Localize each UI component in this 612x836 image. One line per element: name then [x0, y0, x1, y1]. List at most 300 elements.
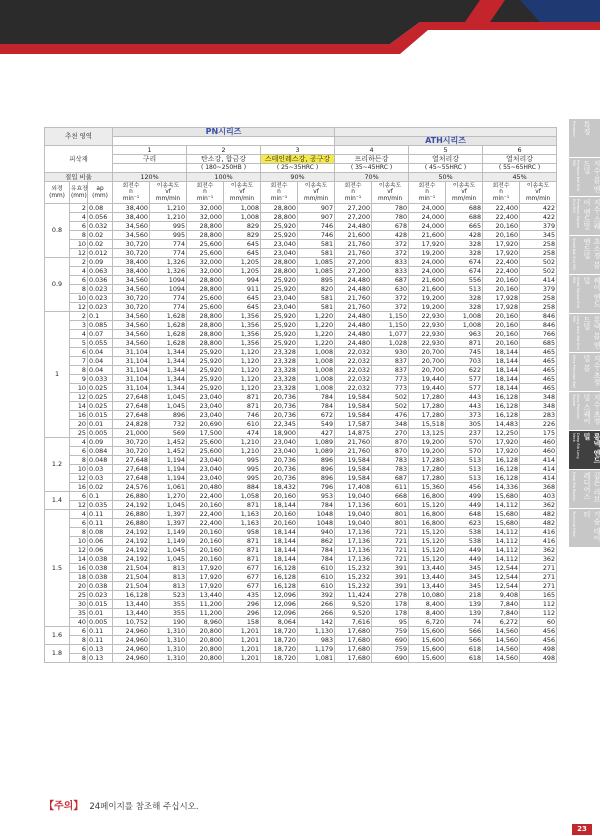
flute-length-cell: 14 — [70, 555, 88, 564]
rpm-cell: 21,760 — [335, 240, 372, 249]
outer-diameter-cell: 1.4 — [45, 492, 70, 510]
flute-length-cell: 6 — [70, 276, 88, 285]
side-tab-english: Small Square End Mill — [572, 277, 580, 308]
feed-cell: 801 — [372, 519, 409, 528]
rpm-cell: 20,160 — [483, 330, 520, 339]
rpm-cell: 22,400 — [187, 492, 224, 501]
rpm-header-line: 회전수 — [344, 182, 362, 189]
feed-cell: 687 — [372, 474, 409, 483]
rpm-cell: 13,440 — [409, 582, 446, 591]
feed-cell: 1,344 — [150, 348, 187, 357]
material-hardness: ( 25~35HRC ) — [261, 164, 335, 173]
feed-cell: 953 — [298, 492, 335, 501]
rpm-cell: 24,192 — [113, 537, 150, 546]
rpm-cell: 31,104 — [113, 366, 150, 375]
ap-header-line: (mm) — [92, 192, 108, 199]
side-tab-korean: 초소경 스퀘어 엔드밀 — [583, 277, 611, 308]
table-row — [45, 654, 557, 663]
rpm-cell: 16,128 — [483, 465, 520, 474]
feed-cell: 328 — [446, 294, 483, 303]
rpm-cell: 25,600 — [187, 438, 224, 447]
rpm-cell: 30,720 — [113, 294, 150, 303]
rpm-cell: 17,680 — [335, 627, 372, 636]
flute-length-cell: 5 — [70, 339, 88, 348]
rpm-cell: 18,144 — [483, 366, 520, 375]
rpm-cell: 23,328 — [261, 384, 298, 393]
side-tab-korean: 특징 — [583, 121, 591, 135]
feed-cell: 502 — [520, 267, 557, 276]
rpm-cell: 22,400 — [187, 519, 224, 528]
side-tab[interactable] — [569, 235, 600, 274]
rpm-cell: 30,720 — [113, 438, 150, 447]
rpm-cell: 17,920 — [187, 573, 224, 582]
feed-cell: 648 — [446, 510, 483, 519]
feed-cell: 226 — [520, 420, 557, 429]
rpm-cell: 25,920 — [261, 312, 298, 321]
feed-cell: 1,008 — [446, 312, 483, 321]
rpm-cell: 21,760 — [335, 438, 372, 447]
side-tab[interactable] — [569, 430, 611, 469]
rpm-cell: 27,648 — [113, 456, 150, 465]
rpm-cell: 31,104 — [113, 348, 150, 357]
feed-cell: 1,344 — [150, 366, 187, 375]
feed-header-line: 이송속도 — [452, 182, 476, 189]
rpm-cell: 18,720 — [261, 627, 298, 636]
rpm-cell: 10,080 — [409, 591, 446, 600]
rpm-cell: 16,128 — [113, 591, 150, 600]
rpm-cell: 17,587 — [335, 420, 372, 429]
feed-cell: 1,310 — [150, 627, 187, 636]
feed-cell: 581 — [298, 294, 335, 303]
rpm-cell: 25,920 — [261, 339, 298, 348]
rpm-cell: 24,192 — [113, 528, 150, 537]
table-row — [45, 285, 557, 294]
feed-cell: 674 — [446, 267, 483, 276]
table-row — [45, 510, 557, 519]
feed-cell: 427 — [298, 429, 335, 438]
rpm-cell: 17,920 — [187, 564, 224, 573]
side-tab-korean: 지수·초정밀 스퀘어 — [583, 394, 601, 425]
flute-length-cell: 14 — [70, 402, 88, 411]
feed-header-line: vf — [387, 189, 393, 196]
feed-cell: 523 — [150, 591, 187, 600]
rpm-cell: 20,160 — [261, 510, 298, 519]
side-tab[interactable] — [569, 196, 600, 235]
rpm-cell: 20,160 — [483, 312, 520, 321]
feed-cell: 1,205 — [224, 258, 261, 267]
feed-cell: 774 — [150, 240, 187, 249]
feed-cell: 784 — [298, 402, 335, 411]
rpm-header-line: min⁻¹ — [418, 195, 436, 202]
feed-cell: 581 — [298, 249, 335, 258]
rpm-cell: 25,920 — [187, 366, 224, 375]
rpm-cell: 19,200 — [409, 303, 446, 312]
feed-cell: 688 — [446, 204, 483, 213]
flute-length-cell: 6 — [70, 492, 88, 501]
feed-header — [150, 182, 187, 204]
rpm-cell: 20,160 — [483, 339, 520, 348]
rpm-cell: 19,200 — [409, 438, 446, 447]
feed-cell: 1048 — [298, 519, 335, 528]
table-row — [45, 375, 557, 384]
feed-cell: 911 — [224, 285, 261, 294]
feed-cell: 1,201 — [224, 636, 261, 645]
ap-cell: 0.012 — [88, 249, 113, 258]
rpm-cell: 28,800 — [261, 204, 298, 213]
table-row — [45, 528, 557, 537]
feed-cell: 362 — [520, 546, 557, 555]
feed-cell: 1,205 — [224, 267, 261, 276]
flute-length-cell: 30 — [70, 600, 88, 609]
rpm-cell: 17,136 — [335, 537, 372, 546]
rpm-cell: 32,000 — [187, 204, 224, 213]
rpm-cell: 27,200 — [335, 213, 372, 222]
table-row — [45, 357, 557, 366]
rpm-cell: 28,800 — [187, 339, 224, 348]
rpm-cell: 24,960 — [113, 627, 150, 636]
feed-cell: 1,120 — [224, 366, 261, 375]
rpm-cell: 16,128 — [483, 474, 520, 483]
rpm-cell: 17,920 — [409, 240, 446, 249]
feed-cell: 328 — [446, 249, 483, 258]
table-row — [45, 483, 557, 492]
side-tab[interactable] — [569, 352, 600, 391]
feed-cell: 498 — [520, 645, 557, 654]
table-row — [45, 609, 557, 618]
rpm-cell: 16,128 — [261, 564, 298, 573]
feed-cell: 112 — [520, 600, 557, 609]
feed-cell: 278 — [372, 591, 409, 600]
table-row — [45, 366, 557, 375]
rpm-cell: 25,600 — [187, 303, 224, 312]
feed-cell: 1,628 — [150, 321, 187, 330]
feed-cell: 685 — [520, 339, 557, 348]
rpm-cell: 20,160 — [187, 501, 224, 510]
page-header-banner — [0, 0, 600, 56]
rpm-cell: 14,112 — [483, 546, 520, 555]
feed-cell: 645 — [224, 249, 261, 258]
feed-cell: 896 — [298, 465, 335, 474]
feed-cell: 569 — [150, 429, 187, 438]
feed-cell: 581 — [298, 303, 335, 312]
feed-header-line: vf — [461, 189, 467, 196]
rpm-cell: 23,328 — [261, 375, 298, 384]
rpm-cell: 31,104 — [113, 375, 150, 384]
feed-cell: 1,628 — [150, 330, 187, 339]
feed-cell: 1,344 — [150, 375, 187, 384]
rpm-cell: 14,560 — [483, 645, 520, 654]
flute-length-cell: 4 — [70, 330, 88, 339]
feed-cell: 74 — [446, 618, 483, 627]
feed-cell: 414 — [520, 276, 557, 285]
rpm-cell: 16,128 — [483, 411, 520, 420]
flute-length-cell: 9 — [70, 375, 88, 384]
rpm-cell: 24,000 — [409, 204, 446, 213]
rpm-cell: 24,480 — [335, 339, 372, 348]
feed-cell: 746 — [298, 222, 335, 231]
feed-cell: 513 — [446, 465, 483, 474]
feed-cell: 774 — [150, 294, 187, 303]
feed-cell: 774 — [150, 249, 187, 258]
rpm-cell: 30,720 — [113, 447, 150, 456]
outer-diameter-cell: 1.5 — [45, 510, 70, 627]
feed-cell: 601 — [372, 501, 409, 510]
feed-header-line: vf — [535, 189, 541, 196]
rpm-cell: 18,900 — [261, 429, 298, 438]
table-row — [45, 402, 557, 411]
rpm-cell: 24,480 — [335, 276, 372, 285]
rpm-cell: 18,144 — [261, 546, 298, 555]
rpm-cell: 26,880 — [113, 519, 150, 528]
feed-header-line: 이송속도 — [378, 182, 402, 189]
feed-cell: 502 — [372, 393, 409, 402]
cutting-conditions-table — [44, 127, 557, 663]
flute-length-cell: 10 — [70, 240, 88, 249]
feed-cell: 1,149 — [150, 537, 187, 546]
rpm-cell: 24,192 — [113, 546, 150, 555]
feed-cell: 112 — [520, 609, 557, 618]
feed-cell: 348 — [520, 402, 557, 411]
ap-cell: 0.09 — [88, 438, 113, 447]
rpm-cell: 14,560 — [483, 636, 520, 645]
feed-cell: 499 — [446, 492, 483, 501]
feed-cell: 678 — [372, 222, 409, 231]
rpm-cell: 19,200 — [409, 249, 446, 258]
rpm-cell: 25,920 — [187, 375, 224, 384]
rpm-cell: 17,680 — [335, 636, 372, 645]
ap-cell: 0.005 — [88, 618, 113, 627]
rpm-cell: 30,720 — [113, 240, 150, 249]
feed-header-line: vf — [313, 189, 319, 196]
table-row — [45, 582, 557, 591]
flute-length-cell: 6 — [70, 627, 88, 636]
feed-cell: 773 — [372, 384, 409, 393]
ap-cell: 0.038 — [88, 555, 113, 564]
ap-header — [88, 182, 113, 204]
feed-cell: 556 — [446, 276, 483, 285]
rpm-cell: 24,480 — [335, 222, 372, 231]
feed-cell: 820 — [298, 285, 335, 294]
side-tab[interactable] — [569, 469, 600, 508]
side-tab-english: Ultra Precision Square — [572, 394, 580, 420]
feed-cell: 958 — [224, 528, 261, 537]
rpm-cell: 23,040 — [187, 465, 224, 474]
ap-cell: 0.015 — [88, 600, 113, 609]
feed-cell: 456 — [520, 636, 557, 645]
feed-cell: 645 — [224, 240, 261, 249]
rpm-cell: 21,600 — [335, 231, 372, 240]
table-row — [45, 546, 557, 555]
material-hardness: ( 45~55HRC ) — [409, 164, 483, 173]
feed-cell: 1,452 — [150, 438, 187, 447]
rpm-cell: 28,800 — [187, 231, 224, 240]
feed-cell: 60 — [520, 618, 557, 627]
rpm-cell: 13,440 — [409, 573, 446, 582]
material-number: 5 — [409, 146, 483, 155]
rpm-cell: 14,112 — [483, 555, 520, 564]
feed-cell: 846 — [520, 312, 557, 321]
rpm-cell: 20,690 — [187, 420, 224, 429]
feed-cell: 502 — [372, 402, 409, 411]
table-row — [45, 222, 557, 231]
feed-cell: 995 — [150, 231, 187, 240]
feed-cell: 1,008 — [224, 213, 261, 222]
flute-length-cell: 4 — [70, 267, 88, 276]
table-row — [45, 456, 557, 465]
side-tab-english: Premium Ball End Mill — [572, 160, 580, 191]
rpm-cell: 22,400 — [483, 213, 520, 222]
feed-cell: 833 — [372, 258, 409, 267]
rpm-cell: 18,720 — [261, 645, 298, 654]
rpm-cell: 34,560 — [113, 222, 150, 231]
rpm-cell: 14,875 — [335, 429, 372, 438]
rpm-header — [113, 182, 150, 204]
feed-cell: 513 — [446, 285, 483, 294]
feed-cell: 1,220 — [298, 312, 335, 321]
rpm-cell: 21,600 — [409, 285, 446, 294]
feed-cell: 178 — [372, 609, 409, 618]
ap-cell: 0.038 — [88, 573, 113, 582]
caution-label: 【주의】 — [44, 801, 84, 812]
table-row — [45, 447, 557, 456]
rpm-cell: 18,720 — [261, 654, 298, 663]
rpm-cell: 19,584 — [335, 411, 372, 420]
feed-cell: 422 — [520, 204, 557, 213]
feed-cell: 983 — [298, 636, 335, 645]
feed-cell: 368 — [520, 483, 557, 492]
flute-length-cell: 25 — [70, 591, 88, 600]
rpm-cell: 28,800 — [187, 222, 224, 231]
rpm-cell: 20,160 — [187, 528, 224, 537]
flute-length-cell: 8 — [70, 654, 88, 663]
rpm-cell: 10,752 — [113, 618, 150, 627]
feed-cell: 258 — [520, 294, 557, 303]
rpm-cell: 19,040 — [335, 519, 372, 528]
feed-header-line: mm/min — [525, 195, 551, 202]
feed-cell: 837 — [372, 357, 409, 366]
rpm-cell: 24,960 — [113, 645, 150, 654]
rpm-cell: 17,500 — [187, 429, 224, 438]
feed-cell: 995 — [224, 465, 261, 474]
table-row — [45, 618, 557, 627]
rpm-cell: 19,200 — [409, 294, 446, 303]
rpm-cell: 17,280 — [409, 393, 446, 402]
feed-cell: 476 — [372, 411, 409, 420]
rpm-cell: 25,920 — [261, 321, 298, 330]
rpm-cell: 34,560 — [113, 321, 150, 330]
rpm-cell: 9,520 — [335, 609, 372, 618]
rpm-cell: 7,840 — [483, 609, 520, 618]
rpm-cell: 18,144 — [261, 528, 298, 537]
feed-cell: 373 — [446, 411, 483, 420]
feed-cell: 1,120 — [224, 384, 261, 393]
side-tab[interactable] — [569, 274, 611, 313]
rpm-cell: 21,760 — [335, 303, 372, 312]
rpm-cell: 12,544 — [483, 573, 520, 582]
rpm-cell: 7,616 — [335, 618, 372, 627]
feed-cell: 465 — [520, 384, 557, 393]
feed-cell: 328 — [446, 303, 483, 312]
rpm-cell: 27,648 — [113, 411, 150, 420]
ap-cell: 0.11 — [88, 519, 113, 528]
table-row — [45, 573, 557, 582]
table-row — [45, 231, 557, 240]
flute-length-cell: 8 — [70, 285, 88, 294]
rpm-cell: 20,160 — [187, 555, 224, 564]
feed-cell: 1,194 — [150, 465, 187, 474]
rpm-cell: 14,112 — [483, 528, 520, 537]
feed-cell: 672 — [298, 411, 335, 420]
flute-length-cell: 40 — [70, 618, 88, 627]
side-tab[interactable] — [569, 391, 600, 430]
feed-cell: 870 — [372, 447, 409, 456]
feed-cell: 570 — [446, 447, 483, 456]
feed-cell: 1,397 — [150, 519, 187, 528]
feed-cell: 930 — [372, 348, 409, 357]
flute-length-cell: 20 — [70, 582, 88, 591]
depth-ratio: 45% — [483, 173, 557, 182]
feed-cell: 414 — [520, 456, 557, 465]
ap-cell: 0.08 — [88, 528, 113, 537]
rpm-cell: 14,112 — [483, 501, 520, 510]
feed-cell: 142 — [298, 618, 335, 627]
side-tab[interactable] — [569, 508, 600, 547]
side-tab[interactable] — [569, 313, 600, 352]
feed-header — [372, 182, 409, 204]
feed-cell: 665 — [446, 222, 483, 231]
feed-cell: 428 — [446, 231, 483, 240]
rpm-header-line: min⁻¹ — [344, 195, 362, 202]
rpm-cell: 16,128 — [261, 573, 298, 582]
side-tab[interactable] — [569, 118, 600, 157]
rpm-cell: 28,800 — [261, 213, 298, 222]
side-tab[interactable] — [569, 157, 600, 196]
feed-cell: 783 — [372, 465, 409, 474]
rpm-cell: 15,600 — [409, 654, 446, 663]
rpm-cell: 20,736 — [261, 411, 298, 420]
feed-cell: 414 — [520, 474, 557, 483]
rpm-cell: 24,576 — [113, 483, 150, 492]
feed-cell: 703 — [446, 357, 483, 366]
depth-ratio: 100% — [187, 173, 261, 182]
feed-cell: 237 — [446, 429, 483, 438]
depth-ratio-header: 절입 비율 — [45, 173, 113, 182]
rpm-cell: 20,736 — [261, 474, 298, 483]
feed-cell: 538 — [446, 528, 483, 537]
ap-cell: 0.01 — [88, 609, 113, 618]
rpm-cell: 15,232 — [335, 564, 372, 573]
rpm-cell: 21,760 — [335, 447, 372, 456]
feed-cell: 1,220 — [298, 330, 335, 339]
feed-cell: 1,194 — [150, 456, 187, 465]
flute-length-cell: 6 — [70, 348, 88, 357]
ap-cell: 0.023 — [88, 303, 113, 312]
feed-cell: 139 — [446, 600, 483, 609]
material-name: 구리 — [113, 155, 187, 164]
table-row — [45, 519, 557, 528]
feed-cell: 391 — [372, 582, 409, 591]
rpm-cell: 34,560 — [113, 276, 150, 285]
rpm-cell: 38,400 — [113, 267, 150, 276]
rpm-cell: 15,120 — [409, 537, 446, 546]
table-row — [45, 636, 557, 645]
rpm-cell: 19,584 — [335, 456, 372, 465]
material-header: 피삭재 — [45, 146, 113, 173]
feed-cell: 1,081 — [298, 654, 335, 663]
rpm-cell: 20,160 — [483, 231, 520, 240]
rpm-cell: 22,930 — [409, 321, 446, 330]
feed-cell: 611 — [372, 483, 409, 492]
